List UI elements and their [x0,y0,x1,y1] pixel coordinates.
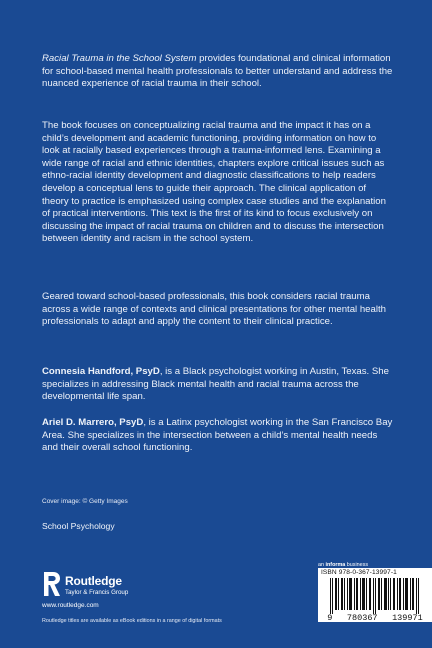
author-bio-1-text: , is a Black psychologist working in Austin, Texas. She specializes in addressing Black mental health and racial trauma across the developmental life span. [42,366,389,403]
subject-category: School Psychology [42,521,115,531]
publisher-name: Routledge [65,574,122,588]
description-paragraph-1 [42,53,394,91]
barcode-icon [324,578,426,614]
author-name-2: Ariel D. Marrero, PsyD [42,417,144,428]
book-title-italic: Racial Trauma in the School System [42,53,197,64]
cover-image-credit: Cover image: © Getty Images [42,498,128,505]
routledge-r-icon [42,570,62,598]
barcode-digit-group-1: 780367 [346,613,378,623]
author-bio-1 [42,366,394,404]
description-paragraph-1-text: provides foundational and clinical information for school-based mental health professionals to better understand and address the nuanced experience of racial trauma in their school. [42,53,393,90]
author-bio-2 [42,417,394,455]
ebook-note: Routledge titles are available as eBook editions in a range of digital formats [42,618,222,624]
publisher-subtitle: Taylor & Francis Group [65,589,129,596]
description-paragraph-3: Geared toward school-based professionals, this book considers racial trauma across a wide range of contexts and clinical presentations for other mental health professionals to adapt and apply the content to their clinical practice. [42,291,386,328]
author-bio-2-text: , is a Latinx psychologist working in the San Francisco Bay Area. She specializes in the intersection between a child’s mental health needs and their overall school functioning. [42,417,393,454]
barcode-digit-prefix: 9 [327,613,333,623]
description-paragraph-2: The book focuses on conceptualizing racial trauma and the impact it has on a child’s development and academic functioning, providing information on how to look at racially based experiences through a trauma-informed lens. Examining a wide range of racial and ethnic identities, chapters explore critical issues such as ethno-racial identity development and diagnostic classifications to help readers develop a conceptual lens to guide their approach. The clinical application of theory to practice is emphasized using complex case studies and the explanation of practical interventions. This text is the first of its kind to focus exclusively on discussing the impact of racial trauma on children and to discuss the intersection between identity and racism in the school system. [42,120,386,245]
isbn-label: ISBN 978-0-367-13997-1 [321,569,397,576]
barcode-digit-group-2: 139971 [392,613,423,623]
publisher-website: www.routledge.com [42,602,99,609]
informa-brand: informa [325,562,346,568]
barcode-digits [318,613,432,623]
informa-suffix: business [345,562,369,568]
barcode-panel [318,568,432,622]
informa-prefix: an [318,562,326,568]
routledge-logo [42,570,182,604]
author-name-1: Connesia Handford, PsyD [42,366,160,377]
